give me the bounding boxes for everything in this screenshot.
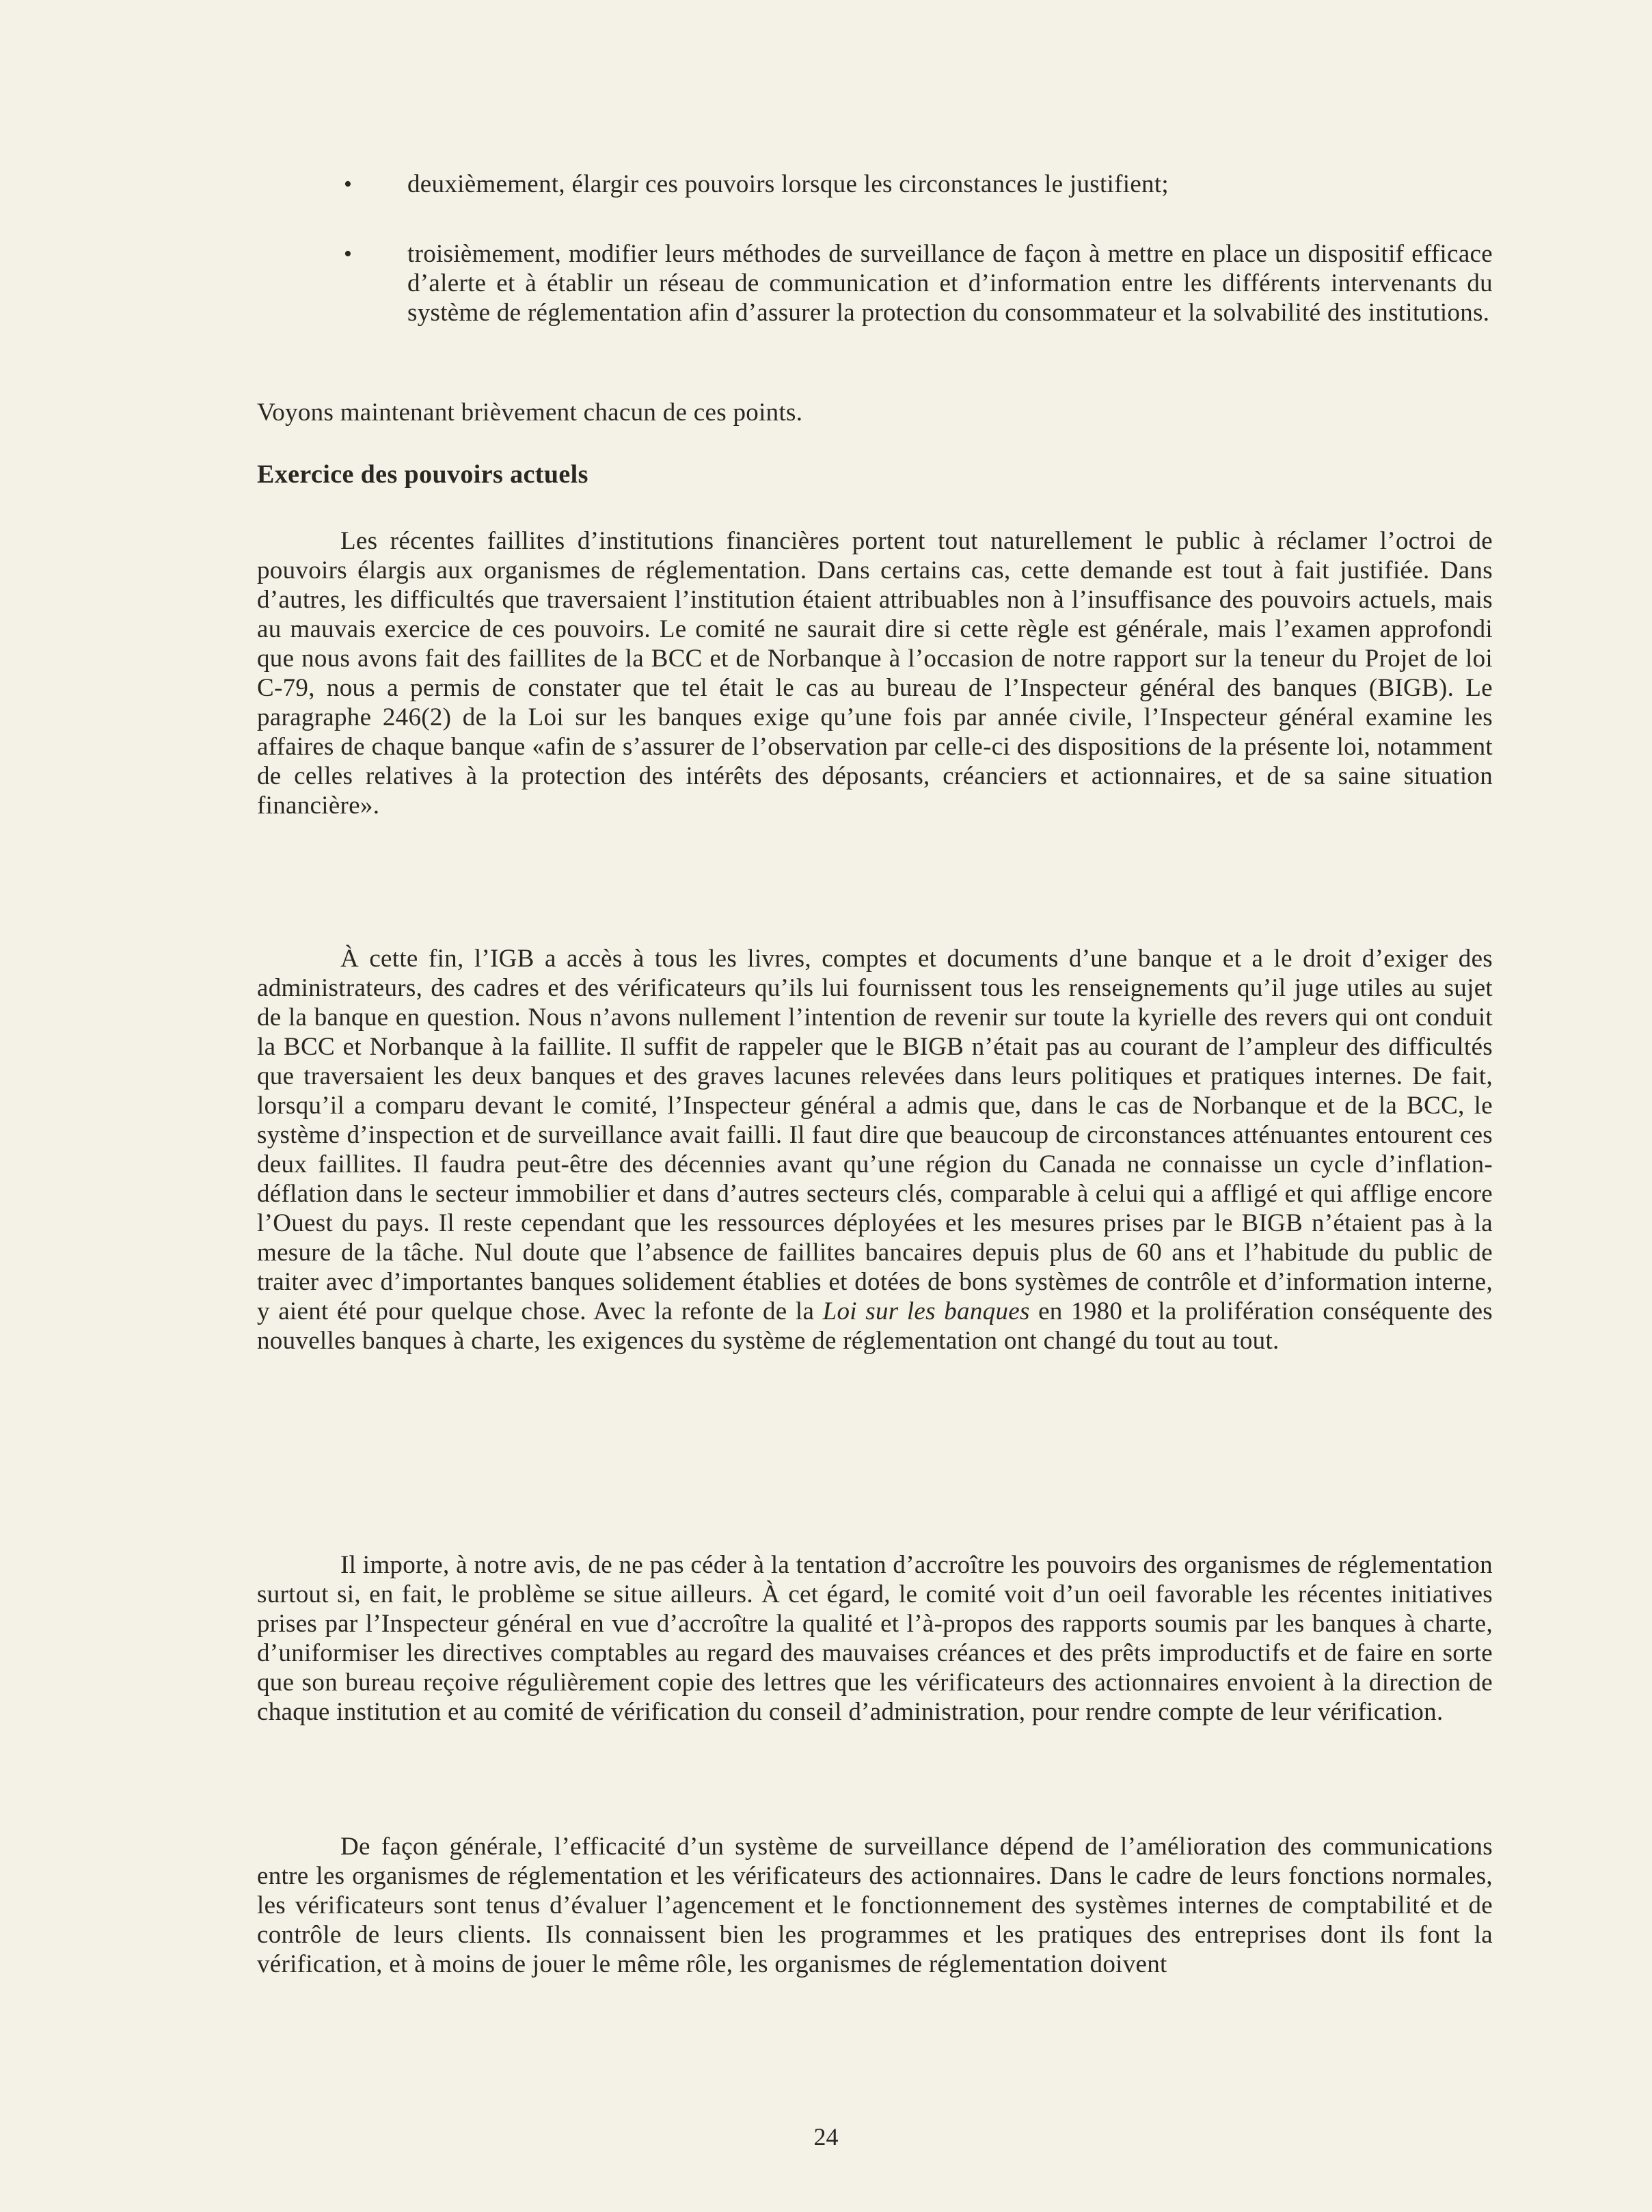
paragraph-2-text-start: À cette fin, l’IGB a accès à tous les livres, comptes et documents d’une banque et a le droit d’exiger des administrateurs, des cadres et des vérificateurs qu’ils lui fournissent tous les renseignements qu’il juge utiles au sujet de la banque en question. Nous n’avons nullement l’intention de revenir sur toute la kyrielle des revers qui ont conduit la BCC et Norbanque à la faillite. Il suffit de rappeler que le BIGB n’était pas au courant de l’ampleur des difficultés que traversaient les deux banques et des graves lacunes relevées dans leurs politiques et pratiques internes. De fait, lorsqu’il a comparu devant le comité, l’Inspecteur général a admis que, dans le cas de Norbanque et de la BCC, le système d’inspection et de surveillance avait failli. Il faut dire que beaucoup de circonstances atténuantes entourent ces deux faillites. Il faudra peut-être des décennies avant qu’une région du Canada ne connaisse un cycle d’inflation-déflation dans le secteur immobilier et dans d’autres secteurs clés, comparable à celui qui a affligé et qui afflige encore l’Ouest du pays. Il reste cependant que les ressources déployées et les mesures prises par le BIGB n’étaient pas à la mesure de la tâche. Nul doute que l’absence de faillites bancaires depuis plus de 60 ans et l’habitude du public de traiter avec d’importantes banques solidement établies et dotées de bons systèmes de contrôle et d’information interne, y aient été pour quelque chose. Avec la refonte de la — [257, 945, 1493, 1325]
bullet-icon: • — [344, 172, 352, 197]
bullet-text: troisièmement, modifier leurs méthodes de surveillance de façon à mettre en place un dispositif efficace d’alerte et à établir un réseau de communication et d’information entre les différents intervenants du système de réglementation afin d’assurer la protection du consommateur et la solvabilité des institutions. — [407, 240, 1493, 327]
paragraph-2-text-end: en 1980 et la prolifération conséquente des nouvelles banques à charte, les exigences du système de réglementation ont changé du tout au tout. — [257, 1297, 1493, 1355]
paragraph-3: Il importe, à notre avis, de ne pas céder à la tentation d’accroître les pouvoirs des organismes de réglementation surtout si, en fait, le problème se situe ailleurs. À cet égard, le comité voit d’un oeil favorable les récentes initiatives prises par l’Inspecteur général en vue d’accroître la qualité et l’à-propos des rapports soumis par les banques à charte, d’uniformiser les directives comptables au regard des mauvaises créances et des prêts improductifs et de faire en sorte que son bureau reçoive régulièrement copie des lettres que les vérificateurs des actionnaires envoient à la direction de chaque institution et au comité de vérification du conseil d’administration, pour rendre compte de leur vérification. — [257, 1551, 1493, 1726]
law-title-italic: Loi sur les banques — [822, 1297, 1030, 1325]
paragraph-2 — [257, 944, 1493, 1355]
bullet-text: deuxièmement, élargir ces pouvoirs lorsque les circonstances le justifient; — [407, 170, 1169, 198]
page-number: 24 — [813, 2123, 839, 2150]
bullet-item-2 — [257, 239, 1493, 327]
intro-line: Voyons maintenant brièvement chacun de ces points. — [257, 399, 803, 427]
section-heading: Exercice des pouvoirs actuels — [257, 460, 588, 489]
paragraph-1: Les récentes faillites d’institutions financières portent tout naturellement le public à réclamer l’octroi de pouvoirs élargis aux organismes de réglementation. Dans certains cas, cette demande est tout à fait justifiée. Dans d’autres, les difficultés que traversaient l’institution étaient attribuables non à l’insuffisance des pouvoirs actuels, mais au mauvais exercice de ces pouvoirs. Le comité ne saurait dire si cette règle est générale, mais l’examen approfondi que nous avons fait des faillites de la BCC et de Norbanque à l’occasion de notre rapport sur la teneur du Projet de loi C-79, nous a permis de constater que tel était le cas au bureau de l’Inspecteur général des banques (BIGB). Le paragraphe 246(2) de la Loi sur les banques exige qu’une fois par année civile, l’Inspecteur général examine les affaires de chaque banque «afin de s’assurer de l’observation par celle-ci des dispositions de la présente loi, notamment de celles relatives à la protection des intérêts des déposants, créanciers et actionnaires, et de sa saine situation financière». — [257, 527, 1493, 820]
paragraph-4: De façon générale, l’efficacité d’un système de surveillance dépend de l’amélioration des communications entre les organismes de réglementation et les vérificateurs des actionnaires. Dans le cadre de leurs fonctions normales, les vérificateurs sont tenus d’évaluer l’agencement et le fonctionnement des systèmes internes de comptabilité et de contrôle de leurs clients. Ils connaissent bien les programmes et les pratiques des entreprises dont ils font la vérification, et à moins de jouer le même rôle, les organismes de réglementation doivent — [257, 1833, 1493, 1978]
bullet-icon: • — [344, 241, 352, 267]
bullet-item-1 — [257, 170, 1493, 199]
